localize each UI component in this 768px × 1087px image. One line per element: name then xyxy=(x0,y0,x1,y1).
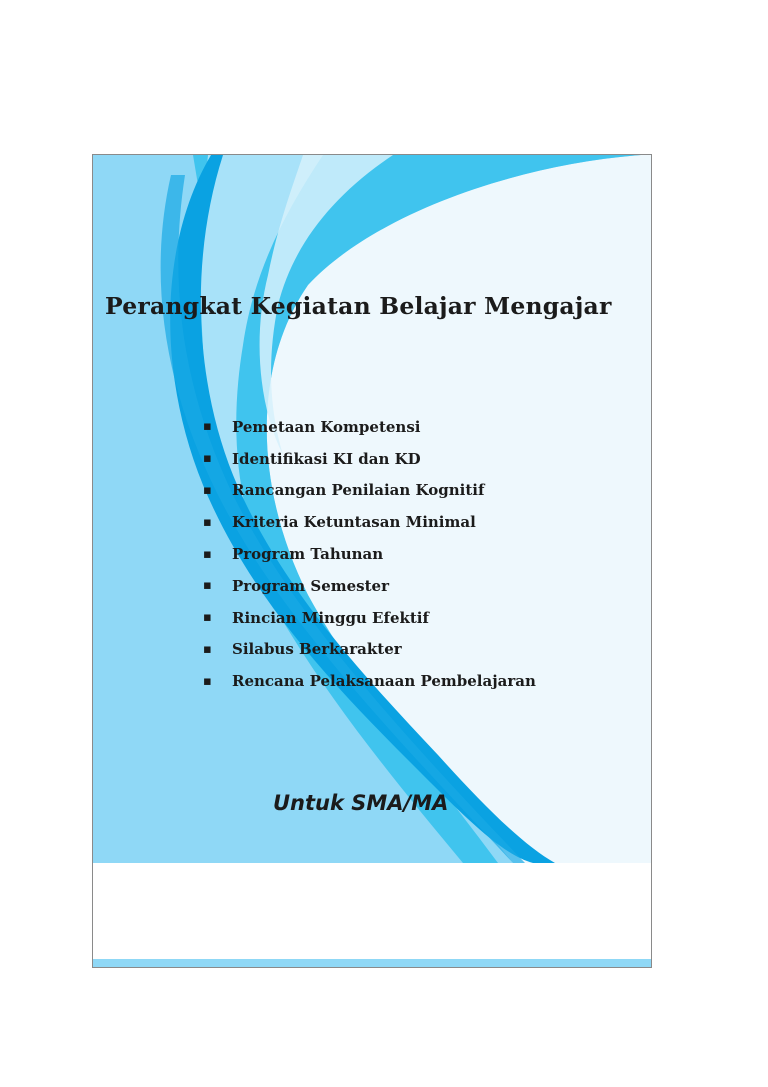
list-item-label: Rencana Pelaksanaan Pembelajaran xyxy=(232,672,536,691)
list-item xyxy=(203,570,536,602)
list-item-label: Identifikasi KI dan KD xyxy=(232,449,421,468)
list-item-label: Kriteria Ketuntasan Minimal xyxy=(232,513,476,532)
document-subtitle: Untuk SMA/MA xyxy=(273,791,449,815)
list-item-label: Pemetaan Kompetensi xyxy=(232,417,421,436)
bullet-icon: ▪ xyxy=(203,578,212,594)
bullet-icon: ▪ xyxy=(203,419,212,435)
bullet-icon: ▪ xyxy=(203,610,212,626)
bullet-icon: ▪ xyxy=(203,641,212,657)
list-item-label: Program Tahunan xyxy=(232,545,384,564)
bullet-icon: ▪ xyxy=(203,482,212,498)
document-title: Perangkat Kegiatan Belajar Mengajar xyxy=(105,292,612,320)
list-item xyxy=(203,443,536,475)
contents-list xyxy=(203,411,536,697)
list-item xyxy=(203,602,536,634)
bullet-icon: ▪ xyxy=(203,673,212,689)
bullet-icon: ▪ xyxy=(203,451,212,467)
cover-page xyxy=(93,155,651,967)
list-item-label: Program Semester xyxy=(232,576,390,595)
list-item xyxy=(203,634,536,666)
list-item-label: Rincian Minggu Efektif xyxy=(232,608,429,627)
bottom-white-strip xyxy=(93,863,651,959)
list-item xyxy=(203,506,536,538)
bullet-icon: ▪ xyxy=(203,546,212,562)
list-item xyxy=(203,538,536,570)
list-item xyxy=(203,411,536,443)
list-item-label: Rancangan Penilaian Kognitif xyxy=(232,481,485,500)
list-item-label: Silabus Berkarakter xyxy=(232,640,402,659)
bullet-icon: ▪ xyxy=(203,514,212,530)
list-item xyxy=(203,475,536,507)
list-item xyxy=(203,665,536,697)
bottom-blue-edge xyxy=(93,959,589,967)
